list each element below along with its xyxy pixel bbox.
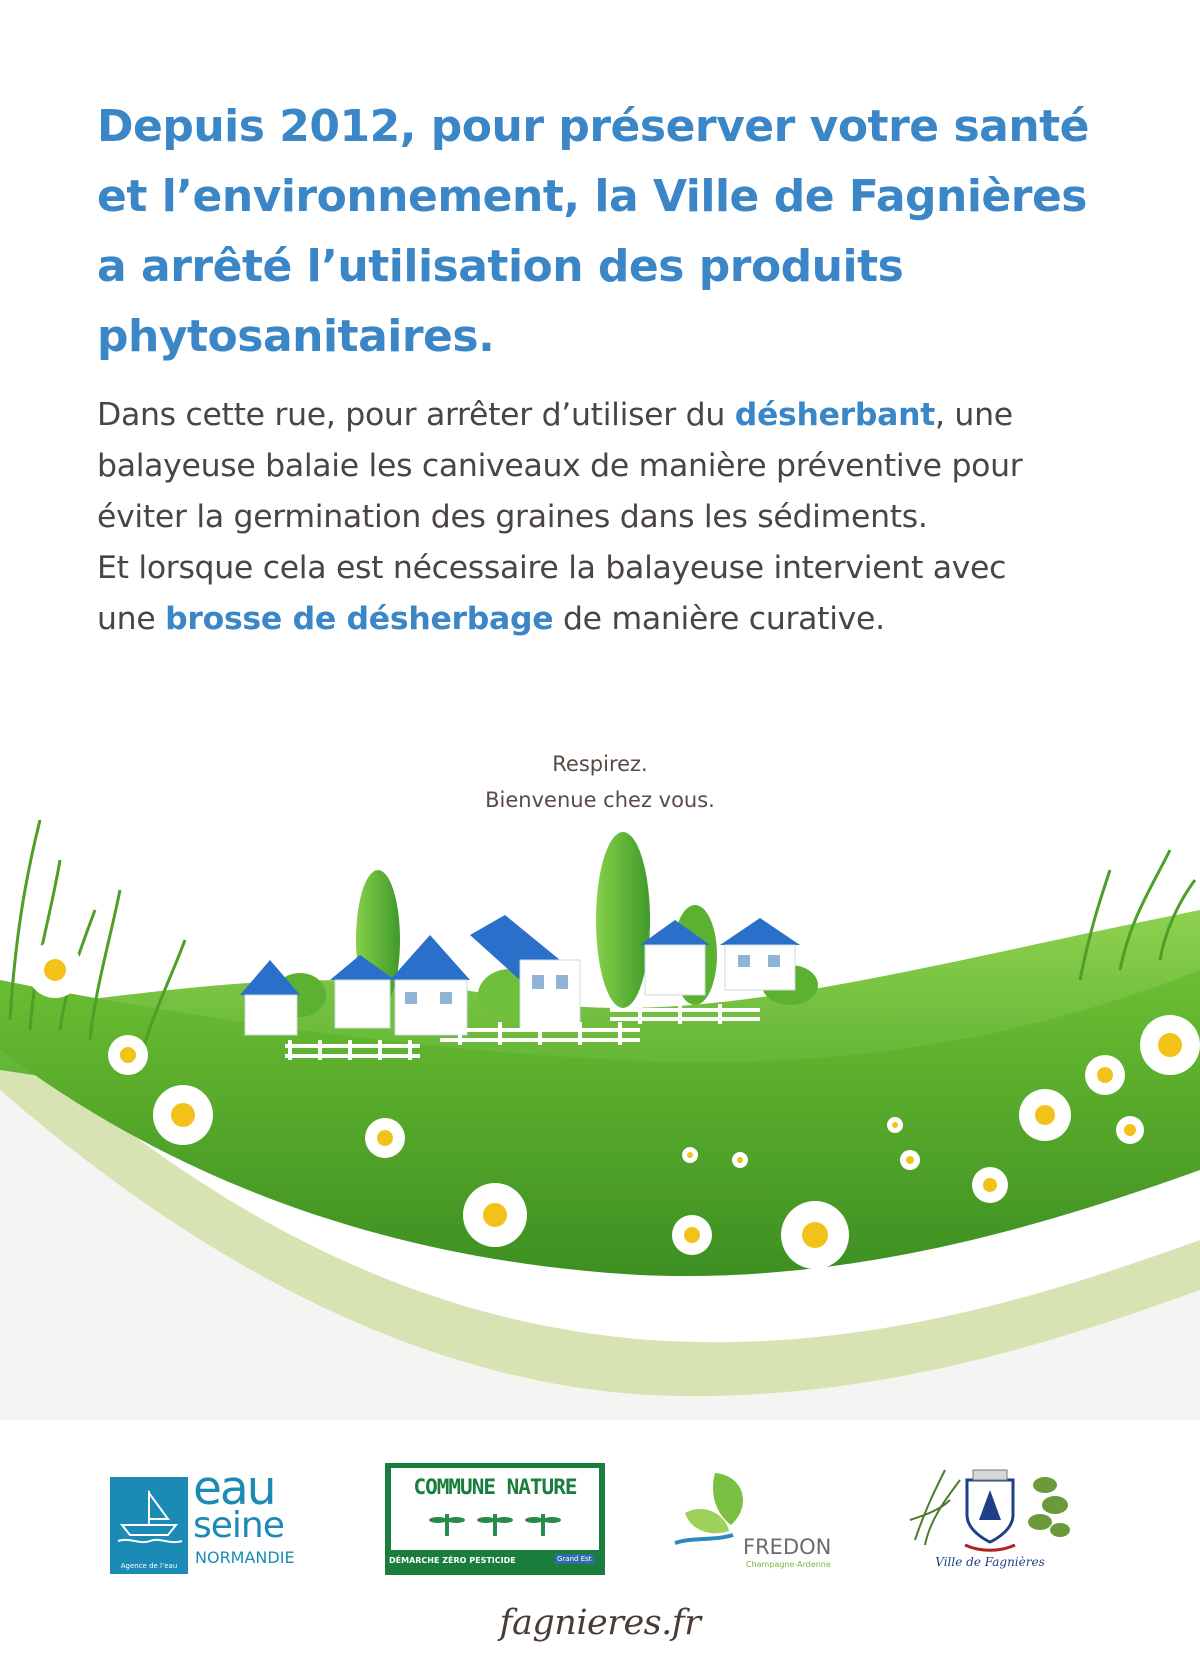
fredon-region: Champagne-Ardenne — [746, 1560, 831, 1569]
ville-de-fagnieres-logo — [905, 1460, 1075, 1578]
eau-normandie: NORMANDIE — [195, 1548, 295, 1567]
eau-seine-normandie-logo — [110, 1461, 310, 1577]
eau-word: eau — [193, 1461, 275, 1516]
commune-nature-caption: DÉMARCHE ZÉRO PESTICIDE — [389, 1556, 516, 1565]
eau-seine: seine — [193, 1505, 284, 1546]
eau-badge — [110, 1477, 188, 1574]
fredon-name: FREDON — [743, 1535, 832, 1559]
dragonfly-icons — [391, 1468, 599, 1550]
body-line-5-end: de manière curative. — [553, 601, 885, 637]
highlight-desherbant: désherbant — [734, 397, 935, 433]
headline: Depuis 2012, pour préserver votre santé et l’environnement, la Ville de Fagnières a arrêté l’utilisation des produits phytosanitaires. — [97, 101, 1090, 362]
eau-badge-caption: Agence de l’eau — [120, 1562, 178, 1570]
body-line-3: éviter la germination des graines dans les sédiments. — [97, 499, 928, 535]
highlight-brosse-de-desherbage: brosse de désherbage — [165, 601, 554, 637]
website-url[interactable]: fagnieres.fr — [499, 1603, 701, 1643]
boat-icon — [110, 1477, 188, 1547]
body-line-1-start: Dans cette rue, pour arrêter d’utiliser du — [97, 397, 735, 433]
village-landscape-illustration — [0, 820, 1200, 1420]
body-line-5-start: une — [97, 601, 166, 637]
body-line-1-end: , une — [934, 397, 1013, 433]
coat-of-arms-icon — [905, 1460, 1075, 1555]
body-line-2: balayeuse balaie les caniveaux de manière préventive pour — [97, 448, 1023, 484]
tagline-line-2: Bienvenue chez vous. — [485, 788, 715, 812]
body-line-1 — [97, 390, 1147, 441]
commune-nature-logo — [385, 1463, 605, 1575]
commune-nature-panel — [391, 1468, 599, 1550]
leaf-icon — [673, 1465, 753, 1555]
body-line-4: Et lorsque cela est nécessaire la balayeuse intervient avec — [97, 550, 1007, 586]
fredon-logo — [673, 1465, 853, 1575]
tagline — [0, 746, 1200, 818]
partner-logos — [0, 1460, 1200, 1580]
commune-nature-title: COMMUNE NATURE — [413, 1475, 577, 1499]
grand-est-badge: Grand Est — [557, 1555, 592, 1563]
body-line-5 — [97, 594, 1147, 645]
body-text — [97, 390, 1147, 645]
tagline-line-1: Respirez. — [552, 752, 648, 776]
ville-name: Ville de Fagnières — [935, 1555, 1045, 1569]
